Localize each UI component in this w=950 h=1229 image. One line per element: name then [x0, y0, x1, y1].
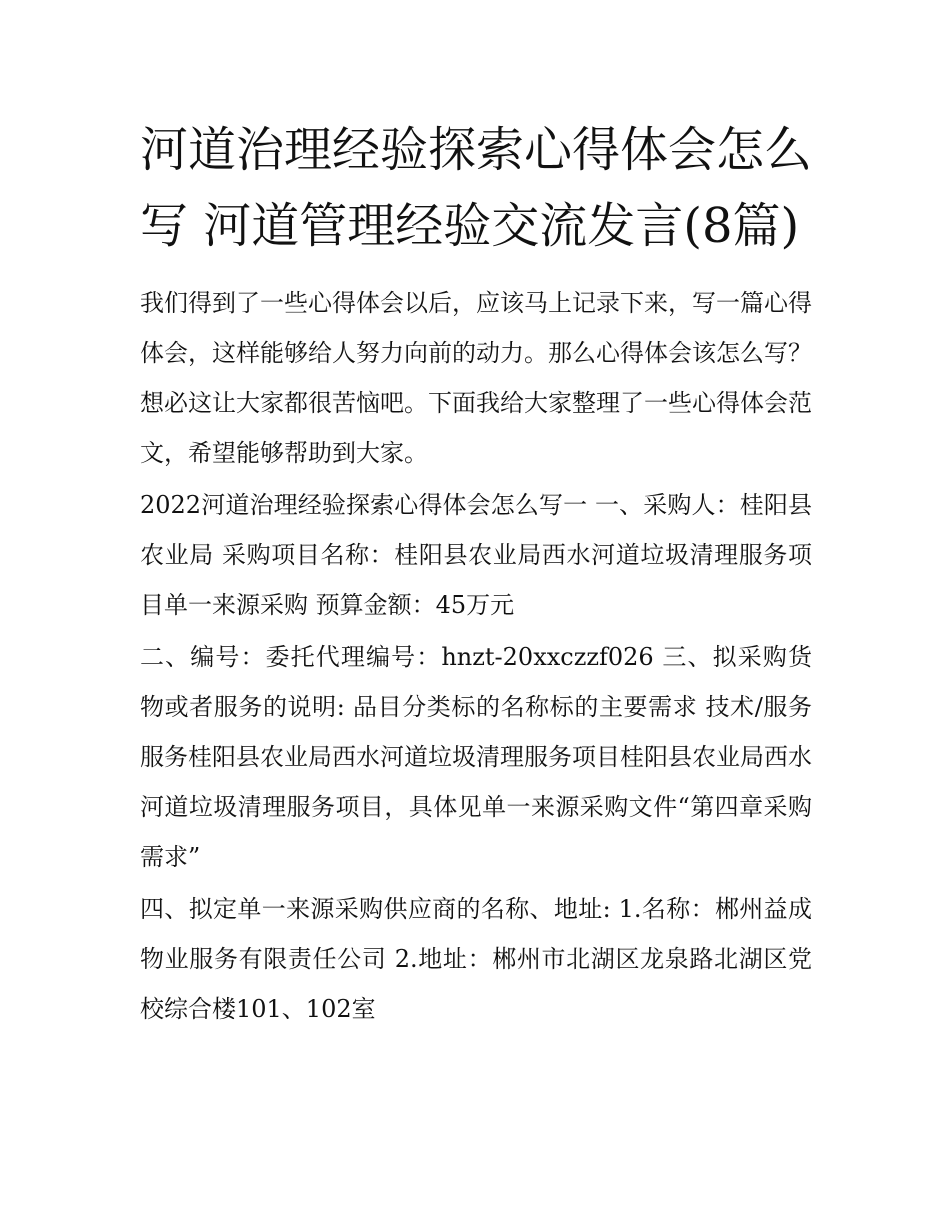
- code-paragraph: 二、编号：委托代理编号：hnzt-20xxczzf026 三、拟采购货物或者服务的说明: 品目分类标的名称标的主要需求 技术/服务服务桂阳县农业局西水河道垃圾清理服务项目桂阳县农业局西水河道垃圾清理服务项目，具体见单一来源采购文件“第四章采购需求”: [140, 643, 812, 871]
- supplier-paragraph: 四、拟定单一来源采购供应商的名称、地址: 1.名称：郴州益成物业服务有限责任公司 2.地址：郴州市北湖区龙泉路北湖区党校综合楼101、102室: [140, 895, 812, 1023]
- intro-paragraph: 我们得到了一些心得体会以后，应该马上记录下来，写一篇心得体会，这样能够给人努力向前的动力。那么心得体会该怎么写？想必这让大家都很苦恼吧。下面我给大家整理了一些心得体会范文，希望能够帮助到大家。: [140, 289, 812, 467]
- document-title: 河道治理经验探索心得体会怎么写 河道管理经验交流发言(8篇): [140, 122, 813, 254]
- document-body: [140, 112, 812, 1036]
- procurement-paragraph: 2022河道治理经验探索心得体会怎么写一 一、采购人：桂阳县农业局 采购项目名称：桂阳县农业局西水河道垃圾清理服务项目单一来源采购 预算金额：45万元: [140, 491, 812, 619]
